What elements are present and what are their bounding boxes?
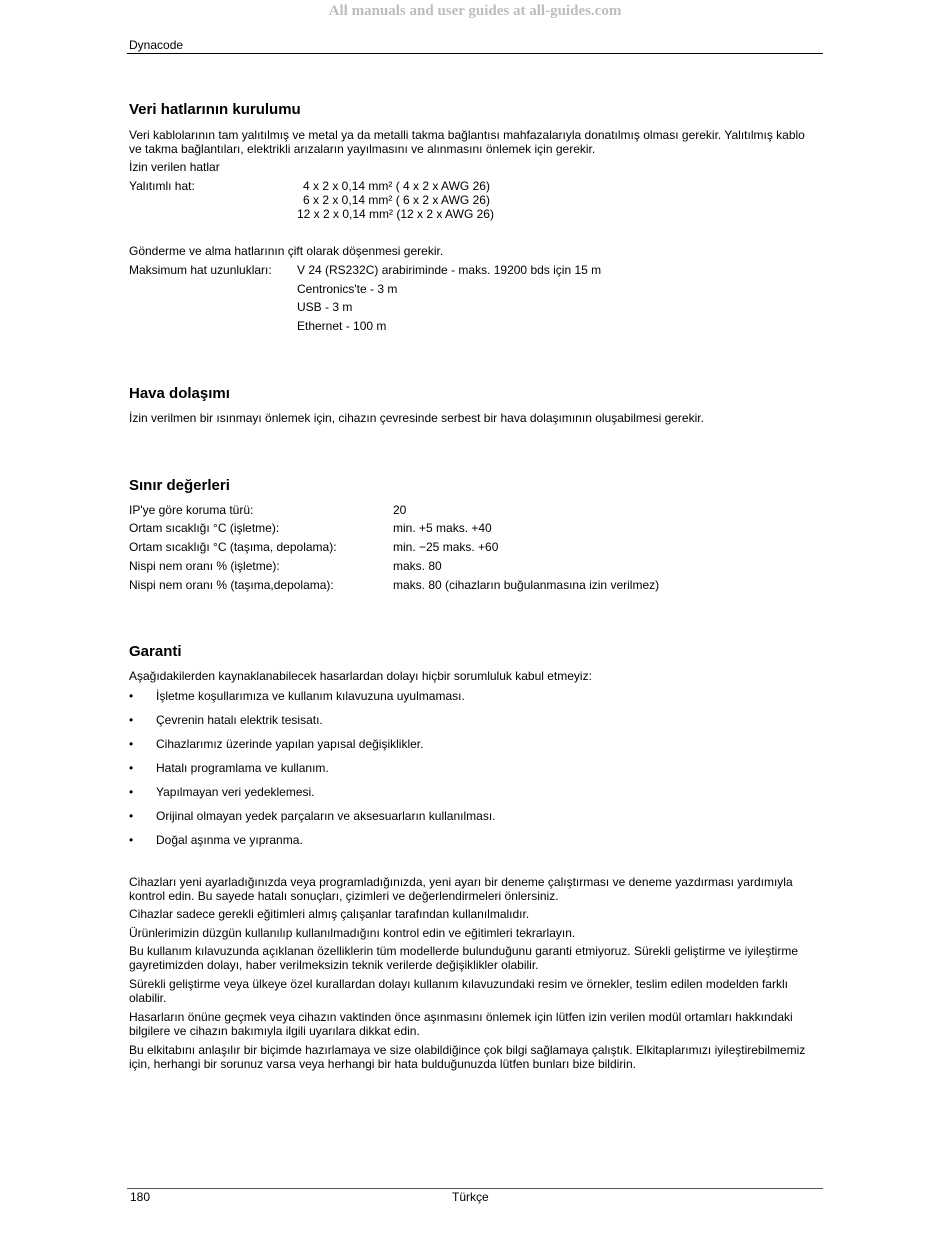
footer-language: Türkçe	[452, 1190, 489, 1204]
warranty-heading: Garanti	[129, 643, 182, 660]
max-length-value-centronics: Centronics'te - 3 m	[297, 282, 398, 296]
list-item	[129, 833, 819, 857]
warranty-paragraph-5-line2: olabilir.	[129, 991, 167, 1005]
warranty-paragraph-4-line1: Bu kullanım kılavuzunda açıklanan özelliklerin tüm modellerde bulunduğunu garanti etmiyoruz. Sürekli geliştirme ve iyileştirme	[129, 944, 798, 958]
warranty-paragraph-3: Ürünlerimizin düzgün kullanılıp kullanılmadığını kontrol edin ve eğitimleri tekrarlayın.	[129, 926, 576, 940]
allowed-lines-label: İzin verilen hatlar	[129, 160, 220, 174]
insulated-value-1: 4 x 2 x 0,14 mm² ( 4 x 2 x AWG 26)	[303, 179, 490, 193]
warranty-paragraph-4-line2: gayretimizden dolayı, haber verilmeksizin teknik verilerde değişiklikler olabilir.	[129, 958, 539, 972]
list-item	[129, 713, 819, 737]
list-item-text: Hatalı programlama ve kullanım.	[156, 761, 329, 775]
list-item-text: Orijinal olmayan yedek parçaların ve aksesuarların kullanılması.	[156, 809, 496, 823]
limits-label-humidity-storage: Nispi nem oranı % (taşıma,depolama):	[129, 578, 334, 592]
warranty-bullet-list	[129, 689, 819, 857]
limits-heading: Sınır değerleri	[129, 477, 230, 494]
max-length-label: Maksimum hat uzunlukları:	[129, 263, 272, 277]
data-lines-intro-line1: Veri kablolarının tam yalıtılmış ve metal ya da metalli takma bağlantısı mahfazalarıyla donatılmış olması gerekir. Yalıtılmış kablo	[129, 128, 805, 142]
page-number: 180	[130, 1190, 151, 1204]
pair-note: Gönderme ve alma hatlarının çift olarak döşenmesi gerekir.	[129, 244, 444, 258]
list-item	[129, 809, 819, 833]
warranty-paragraph-7-line1: Bu elkitabını anlaşılır bir biçimde hazırlamaya ve size olabildiğince çok bilgi sağlamaya çalıştık. Elkitaplarımızı iyileştirebilmemiz	[129, 1043, 806, 1057]
warranty-paragraph-6-line1: Hasarların önüne geçmek veya cihazın vaktinden önce aşınmasını önlemek için lütfen izin verilen modül ortamları hakkındaki	[129, 1010, 793, 1024]
data-lines-heading: Veri hatlarının kurulumu	[129, 101, 301, 118]
limits-label-humidity-operation: Nispi nem oranı % (işletme):	[129, 559, 280, 573]
header-title: Dynacode	[129, 38, 184, 52]
warranty-paragraph-2: Cihazlar sadece gerekli eğitimleri almış çalışanlar tarafından kullanılmalıdır.	[129, 907, 530, 921]
list-item	[129, 785, 819, 809]
data-lines-intro-line2: ve takma bağlantıları, elektrikli arızaların yayılmasını ve alınmasını önlemek için gerekir.	[129, 142, 596, 156]
max-length-value-rs232: V 24 (RS232C) arabiriminde - maks. 19200 bds için 15 m	[297, 263, 602, 277]
limits-label-temp-operation: Ortam sıcaklığı °C (işletme):	[129, 521, 280, 535]
insulated-line-label: Yalıtımlı hat:	[129, 179, 195, 193]
watermark: All manuals and user guides at all-guides.com	[328, 3, 622, 19]
bullet-icon: •	[129, 785, 134, 799]
list-item-text: İşletme koşullarımıza ve kullanım kılavuzuna uyulmaması.	[156, 689, 465, 703]
list-item-text: Yapılmayan veri yedeklemesi.	[156, 785, 315, 799]
max-length-value-ethernet: Ethernet - 100 m	[297, 319, 387, 333]
limits-value-temp-storage: min. −25 maks. +60	[393, 540, 499, 554]
limits-value-ip: 20	[393, 503, 407, 517]
warranty-paragraph-7-line2: için, herhangi bir sorunuz varsa veya herhangi bir hata bulduğunuzda lütfen bunları bize bildirin.	[129, 1057, 636, 1071]
warranty-paragraph-6-line2: bilgilere ve cihazın bakımıyla ilgili uyarılara dikkat edin.	[129, 1024, 420, 1038]
bullet-icon: •	[129, 833, 134, 847]
list-item	[129, 737, 819, 761]
limits-value-temp-operation: min. +5 maks. +40	[393, 521, 492, 535]
bullet-icon: •	[129, 713, 134, 727]
insulated-value-2: 6 x 2 x 0,14 mm² ( 6 x 2 x AWG 26)	[303, 193, 490, 207]
bullet-icon: •	[129, 809, 134, 823]
limits-value-humidity-operation: maks. 80	[393, 559, 442, 573]
insulated-value-3: 12 x 2 x 0,14 mm² (12 x 2 x AWG 26)	[297, 207, 494, 221]
warranty-paragraph-1-line1: Cihazları yeni ayarladığınızda veya programladığınızda, yeni ayarı bir deneme çalıştırması ve deneme yazdırması yardımıyla	[129, 875, 793, 889]
list-item-text: Cihazlarımız üzerinde yapılan yapısal değişiklikler.	[156, 737, 424, 751]
list-item-text: Doğal aşınma ve yıpranma.	[156, 833, 303, 847]
bullet-icon: •	[129, 737, 134, 751]
air-text: İzin verilmen bir ısınmayı önlemek için, cihazın çevresinde serbest bir hava dolaşımının oluşabilmesi gerekir.	[129, 411, 704, 425]
footer-rule	[127, 1188, 823, 1189]
limits-value-humidity-storage: maks. 80 (cihazların buğulanmasına izin verilmez)	[393, 578, 660, 592]
warranty-paragraph-5-line1: Sürekli geliştirme veya ülkeye özel kurallardan dolayı kullanım kılavuzundaki resim ve örnekler, teslim edilen modelden farklı	[129, 977, 788, 991]
max-length-value-usb: USB - 3 m	[297, 300, 353, 314]
list-item-text: Çevrenin hatalı elektrik tesisatı.	[156, 713, 323, 727]
warranty-paragraph-1-line2: kontrol edin. Bu sayede hatalı sonuçları, çizimleri ve değerlendirmeleri önlersiniz.	[129, 889, 559, 903]
bullet-icon: •	[129, 761, 134, 775]
bullet-icon: •	[129, 689, 134, 703]
limits-label-temp-storage: Ortam sıcaklığı °C (taşıma, depolama):	[129, 540, 337, 554]
list-item	[129, 689, 819, 713]
limits-label-ip: IP'ye göre koruma türü:	[129, 503, 254, 517]
air-heading: Hava dolaşımı	[129, 385, 230, 402]
warranty-intro: Aşağıdakilerden kaynaklanabilecek hasarlardan dolayı hiçbir sorumluluk kabul etmeyiz:	[129, 669, 592, 683]
list-item	[129, 761, 819, 785]
header-rule	[127, 53, 823, 54]
